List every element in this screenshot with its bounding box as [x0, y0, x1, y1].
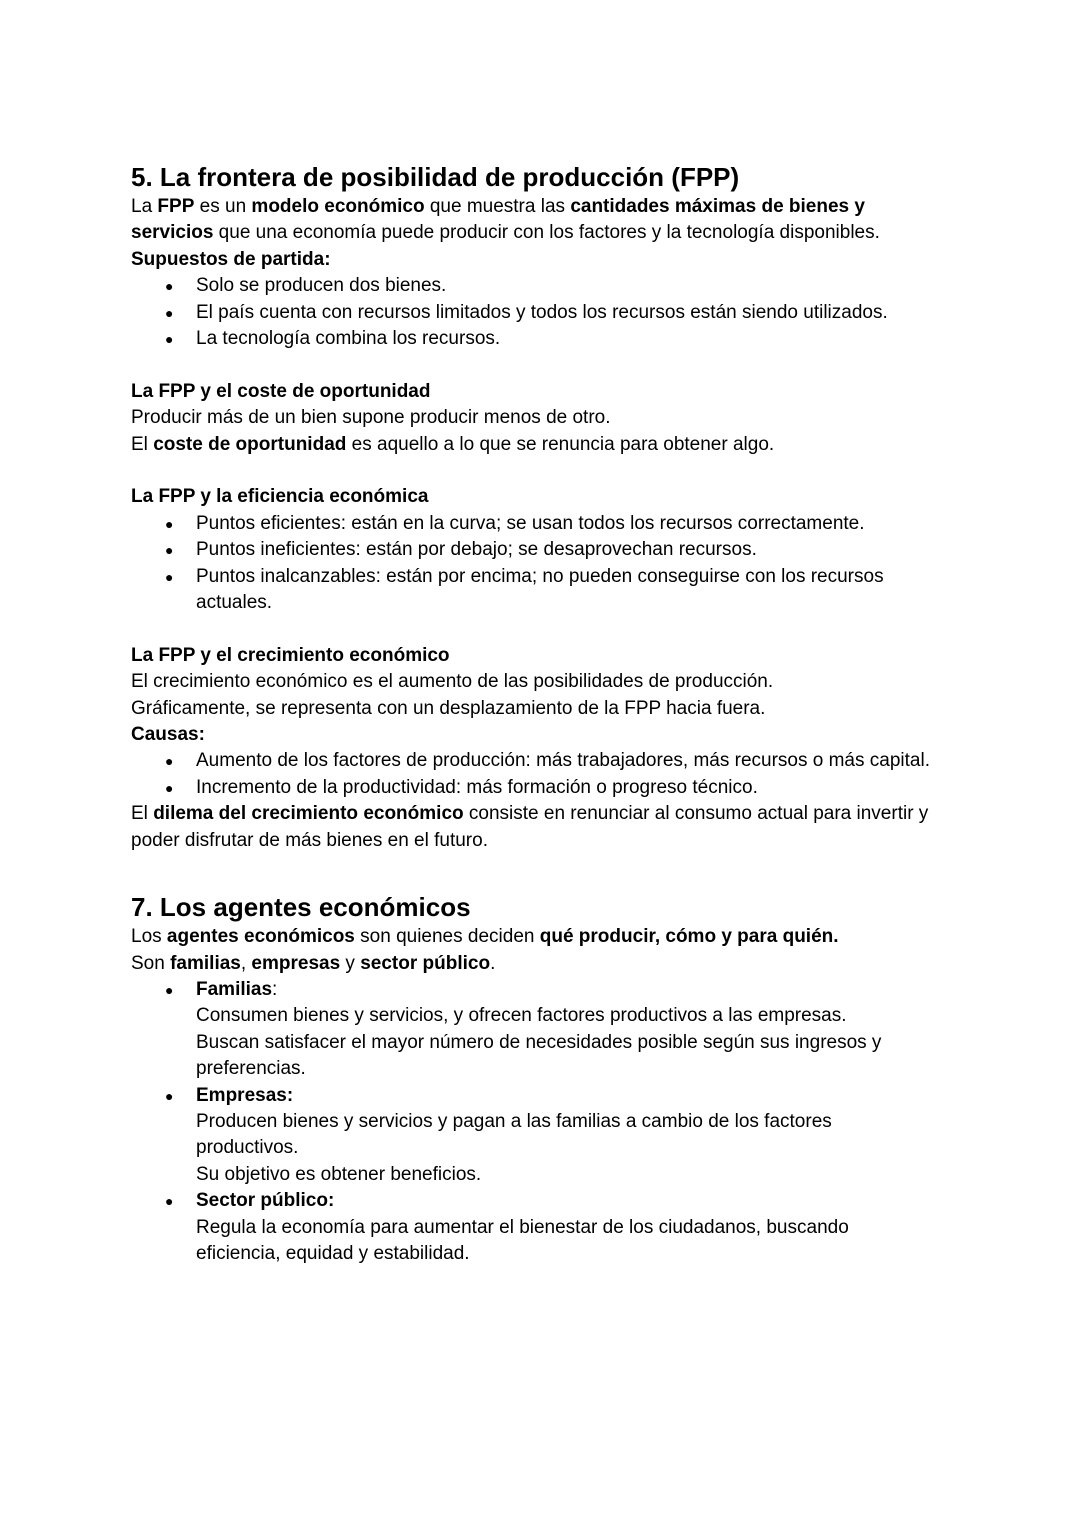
agents-types: Son familias, empresas y sector público. [131, 952, 496, 974]
list-item: ● Incremento de la productividad: más formación o progreso técnico. [131, 775, 931, 801]
bullet-icon: ● [165, 278, 174, 295]
bullet-icon: ● [165, 331, 174, 348]
causes-heading: Causas: [131, 724, 205, 746]
list-item-empresas: ● Empresas: Producen bienes y servicios y pagan a las familias a cambio de los factores productivos. Su objetivo es obtener beneficios. [165, 1084, 832, 1185]
bullet-icon: ● [165, 981, 174, 998]
list-item: ● La tecnología combina los recursos. [131, 326, 931, 352]
growth-heading: La FPP y el crecimiento económico [131, 644, 450, 666]
growth-line-1: El crecimiento económico es el aumento de las posibilidades de producción. [131, 671, 774, 693]
bullet-icon: ● [165, 515, 174, 532]
opportunity-line-2: El coste de oportunidad es aquello a lo que se renuncia para obtener algo. [131, 433, 775, 455]
opportunity-line-1: Producir más de un bien supone producir menos de otro. [131, 407, 611, 429]
bullet-icon: ● [165, 753, 174, 770]
assumptions-heading: Supuestos de partida: [131, 248, 331, 270]
bullet-icon: ● [165, 568, 174, 585]
section-5-title: 5. La frontera de posibilidad de producción (FPP) [131, 162, 740, 192]
list-item: ● Puntos eficientes: están en la curva; se usan todos los recursos correctamente. [131, 511, 931, 537]
list-item: ● Aumento de los factores de producción: más trabajadores, más recursos o más capital. [131, 748, 931, 774]
list-item: ● Solo se producen dos bienes. [131, 273, 931, 299]
efficiency-heading: La FPP y la eficiencia económica [131, 486, 429, 508]
section-7-title: 7. Los agentes económicos [131, 892, 471, 923]
efficiency-list [131, 511, 931, 617]
bullet-icon: ● [165, 304, 174, 321]
causes-list [131, 748, 931, 801]
growth-line-2: Gráficamente, se representa con un desplazamiento de la FPP hacia fuera. [131, 697, 766, 719]
growth-dilemma: El dilema del crecimiento económico consiste en renunciar al consumo actual para invertir y poder disfrutar de más bienes en el futuro. [131, 803, 929, 851]
bullet-icon: ● [165, 1087, 174, 1104]
assumptions-list [131, 273, 931, 352]
list-item: ● Puntos ineficientes: están por debajo; se desaprovechan recursos. [131, 537, 931, 563]
list-item-sector-publico: ● Sector público: Regula la economía para aumentar el bienestar de los ciudadanos, buscando eficiencia, equidad y estabilidad. [165, 1190, 849, 1264]
agents-list [131, 977, 931, 1267]
list-item-familias: ● Familias: Consumen bienes y servicios, y ofrecen factores productivos a las empresas. Buscan satisfacer el mayor número de necesidades posible según sus ingresos y preferencias. [165, 978, 882, 1080]
agents-definition: Los agentes económicos son quienes deciden qué producir, cómo y para quién. [131, 926, 839, 948]
list-item: ● Puntos inalcanzables: están por encima; no pueden conseguirse con los recursos actuales. [165, 565, 884, 614]
fpp-definition: La FPP es un modelo económico que muestra las cantidades máximas de bienes y servicios que una economía puede producir con los factores y la tecnología disponibles. [131, 196, 880, 244]
bullet-icon: ● [165, 542, 174, 559]
bullet-icon: ● [165, 779, 174, 796]
opportunity-cost-heading: La FPP y el coste de oportunidad [131, 380, 431, 402]
bullet-icon: ● [165, 1193, 174, 1210]
list-item: ● El país cuenta con recursos limitados y todos los recursos están siendo utilizados. [131, 300, 931, 326]
